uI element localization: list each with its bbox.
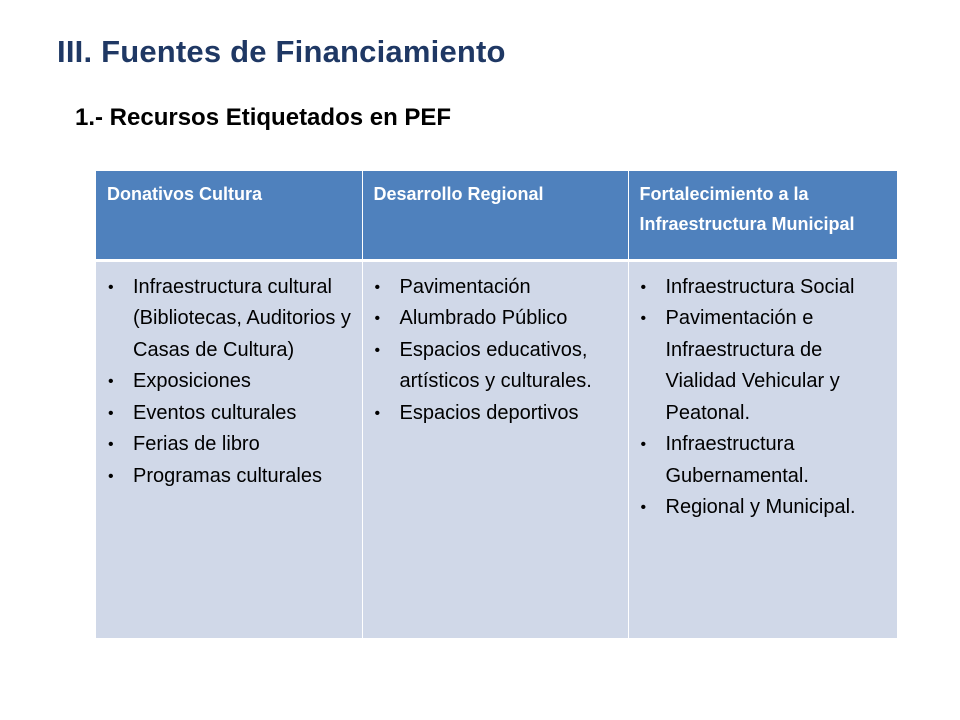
bullet-icon: • [108, 467, 114, 485]
bullet-icon: • [108, 436, 114, 453]
bullet-list [374, 272, 622, 430]
bullet-icon: • [374, 404, 381, 422]
bullet-icon: • [640, 436, 647, 453]
slide-subtitle: 1.- Recursos Etiquetados en PEF [75, 104, 452, 131]
list-item: • Espacios deportivos [374, 398, 622, 430]
bullet-icon: • [108, 373, 114, 390]
bullet-icon: • [640, 310, 647, 327]
bullet-icon: • [108, 278, 114, 296]
header-desarrollo-regional: Desarrollo Regional [362, 171, 628, 260]
table-row [96, 260, 897, 638]
bullet-icon: • [374, 341, 381, 359]
list-item: • Exposiciones [107, 366, 356, 398]
slide-title: III. Fuentes de Financiamiento [57, 34, 506, 69]
bullet-icon: • [640, 499, 647, 516]
list-item: • Alumbrado Público [374, 303, 622, 335]
bullet-icon: • [640, 278, 647, 296]
bullet-list [107, 272, 356, 493]
header-donativos-cultura: Donativos Cultura [96, 171, 362, 260]
list-item: • Pavimentación e Infraestructura de Vialidad Vehicular y Peatonal. [640, 303, 892, 429]
bullet-list [640, 272, 892, 524]
funding-table [96, 171, 897, 638]
bullet-icon: • [374, 278, 381, 296]
header-fortalecimiento-infraestructura: Fortalecimiento a la Infraestructura Municipal [628, 171, 897, 260]
list-item: • Pavimentación [374, 272, 622, 304]
bullet-icon: • [374, 310, 381, 327]
table-header-row [96, 171, 897, 260]
cell-fortalecimiento-infraestructura [628, 260, 897, 638]
cell-donativos-cultura [96, 260, 362, 638]
list-item: • Infraestructura Social [640, 272, 892, 304]
list-item: • Programas culturales [107, 461, 356, 493]
list-item: • Infraestructura cultural (Bibliotecas, Auditorios y Casas de Cultura) [107, 272, 356, 367]
bullet-icon: • [108, 404, 114, 422]
list-item: • Regional y Municipal. [640, 492, 892, 524]
cell-desarrollo-regional [362, 260, 628, 638]
list-item: • Espacios educativos, artísticos y culturales. [374, 335, 622, 398]
list-item: • Eventos culturales [107, 398, 356, 430]
list-item: • Infraestructura Gubernamental. [640, 429, 892, 492]
list-item: • Ferias de libro [107, 429, 356, 461]
